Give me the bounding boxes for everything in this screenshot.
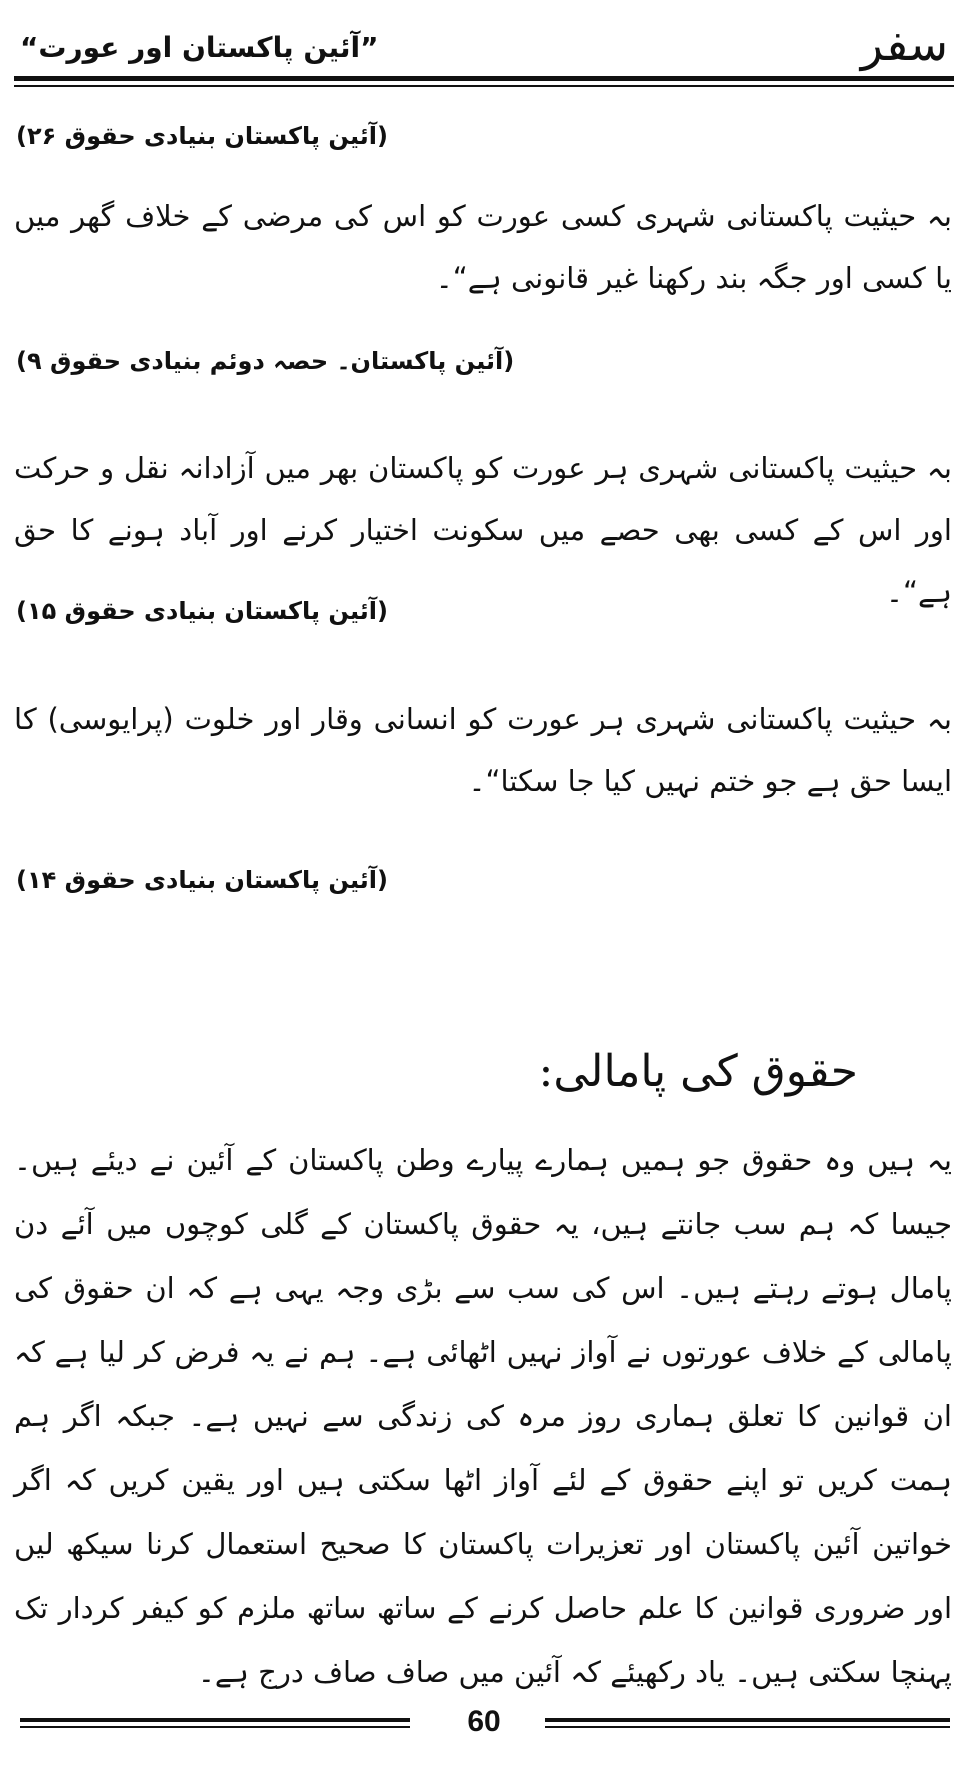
citation-1: (آئین پاکستان بنیادی حقوق ۲۶) [16, 122, 388, 150]
footer-rule-right-thin [545, 1726, 950, 1728]
citation-2: (آئین پاکستان۔ حصہ دوئم بنیادی حقوق ۹) [16, 347, 515, 375]
citation-3: (آئین پاکستان بنیادی حقوق ۱۵) [16, 597, 388, 625]
page-number: 60 [467, 1705, 501, 1738]
chapter-subtitle: ”آئین پاکستان اور عورت“ [20, 31, 379, 64]
header-rule-thin [14, 85, 954, 87]
header-rule-thick [14, 76, 954, 81]
running-title: سفر [860, 17, 948, 71]
paragraph-3: بہ حیثیت پاکستانی شہری ہر عورت کو انسانی وقار اور خلوت (پرایوسی) کا ایسا حق ہے جو ختم نہیں کیا جا سکتا“۔ [14, 702, 952, 798]
footer-rule-right [545, 1718, 950, 1722]
paragraph-2: بہ حیثیت پاکستانی شہری ہر عورت کو پاکستان بھر میں آزادانہ نقل و حرکت اور اس کے کسی بھی حصے میں سکونت اختیار کرنے اور آباد ہونے کا حق ہے“۔ [14, 451, 952, 609]
paragraph-1: بہ حیثیت پاکستانی شہری کسی عورت کو اس کی مرضی کے خلاف گھر میں یا کسی اور جگہ بند رکھنا غیر قانونی ہے“۔ [14, 199, 952, 295]
section-body: یہ ہیں وہ حقوق جو ہمیں ہمارے پیارے وطن پاکستان کے آئین نے دیئے ہیں۔ جیسا کہ ہم سب جانتے ہیں، یہ حقوق پاکستان کے گلی کوچوں میں آئے دن پامال ہوتے رہتے ہیں۔ اس کی سب سے بڑی وجہ یہی ہے کہ ان حقوق کی پامالی کے خلاف عورتوں نے آواز نہیں اٹھائی ہے۔ ہم نے یہ فرض کر لیا ہے کہ ان قوانین کا تعلق ہماری روز مرہ کی زندگی سے نہیں ہے۔ جبکہ اگر ہم ہمت کریں تو اپنے حقوق کے لئے آواز اٹھا سکتی ہیں اور یقین کریں کہ اگر خواتین آئین پاکستان اور تعزیرات پاکستان کا صحیح استعمال کرنا سیکھ لیں اور ضروری قوانین کا علم حاصل کرنے کے ساتھ ساتھ ملزم کو کیفر کردار تک پہنچا سکتی ہیں۔ یاد رکھیئے کہ آئین میں صاف صاف درج ہے۔ [14, 1143, 952, 1689]
section-heading: حقوق کی پامالی: [538, 1046, 858, 1097]
citation-4: (آئین پاکستان بنیادی حقوق ۱۴) [16, 866, 388, 894]
